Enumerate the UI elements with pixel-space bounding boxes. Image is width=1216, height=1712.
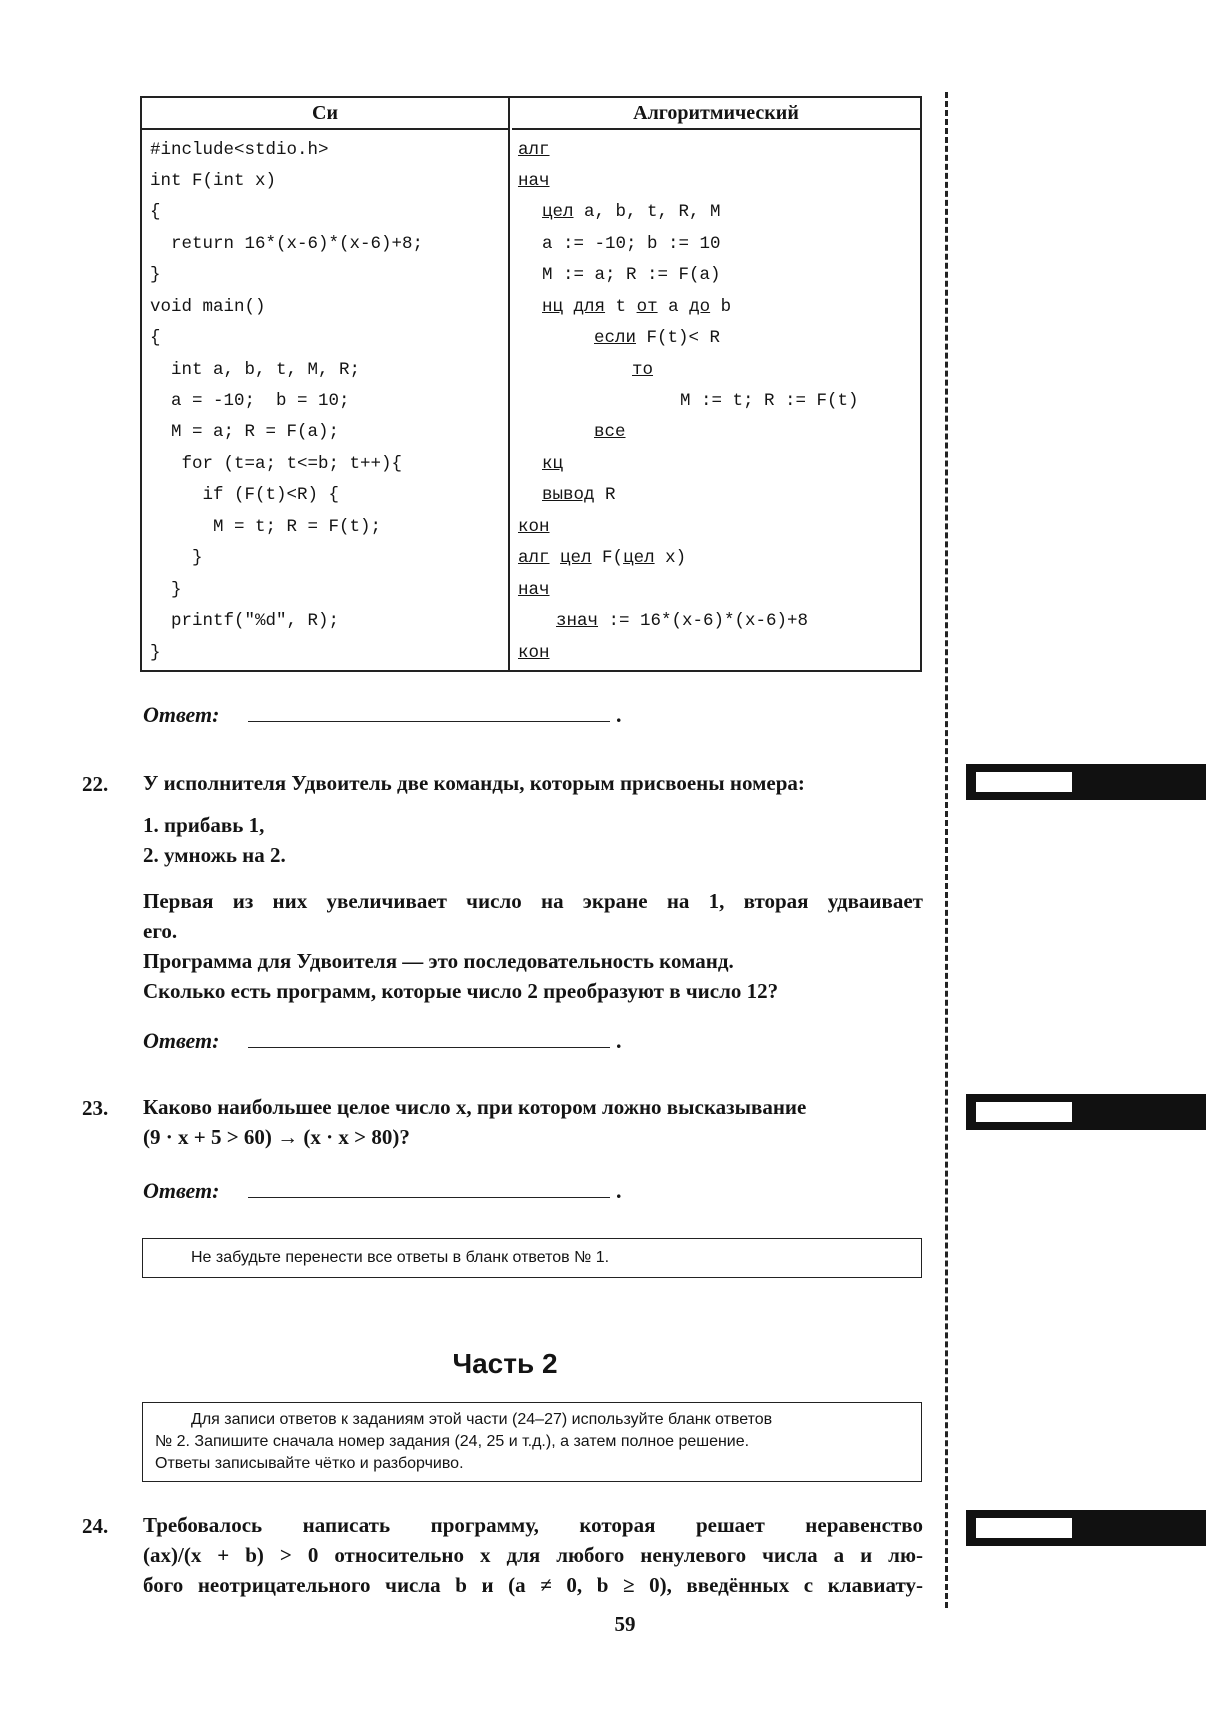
alg-keyword: цел [560,548,592,568]
instructions-box [142,1402,922,1482]
alg-code-line [518,138,550,162]
task-number: 23. [82,1096,109,1120]
c-code-line: { [150,328,161,348]
alg-keyword: кон [518,643,550,663]
answer-field[interactable] [248,1196,610,1198]
alg-code-line [542,483,616,507]
answer-field[interactable] [248,1046,610,1048]
alg-keyword: нц [542,297,564,317]
c-code-line: for (t=a; t<=b; t++){ [150,454,403,474]
answer-label: Ответ: [143,1178,220,1203]
part-title: Часть 2 [452,1348,558,1379]
alg-code-line [518,641,550,665]
answer-dot: . [616,1028,622,1053]
c-code-line: { [150,202,161,222]
alg-code-line: M := t; R := F(t) [680,391,859,411]
task-text: Первая из них увеличивает число на экране на 1, вторая удваивает [143,889,923,913]
command-item: 2. умножь на 2. [143,843,286,867]
alg-text: t [605,297,637,317]
alg-keyword: для [573,297,606,317]
answer-label: Ответ: [143,1028,220,1053]
task-text: Требовалось написать программу, которая решает неравенство [143,1513,923,1537]
c-code-line: printf("%d", R); [150,611,340,631]
alg-text: F( [591,548,624,568]
c-code-line: M = a; R = F(a); [150,422,340,442]
task-number: 22. [82,772,109,796]
alg-column [512,98,920,670]
answer-dot: . [616,1178,622,1203]
score-box [966,764,1206,800]
alg-text: a, b, t, R, M [573,202,721,222]
alg-text: F(t)< R [636,328,721,348]
alg-code-line [518,546,686,570]
command-item: 1. прибавь 1, [143,813,265,837]
alg-keyword: нач [518,171,550,191]
alg-code-line [594,420,626,444]
task-formula: (9 · x + 5 > 60) → (x · x > 80)? [143,1125,410,1149]
c-code-line: M = t; R = F(t); [150,517,382,537]
alg-code-line [518,169,550,193]
task-text: его. [143,919,178,943]
alg-keyword: кц [542,454,564,474]
alg-text: := 16*(x-6)*(x-6)+8 [598,611,809,631]
task-text: У исполнителя Удвоитель две команды, которым присвоены номера: [143,771,805,795]
alg-code-line [542,295,731,319]
notice-text: Ответы записывайте чётко и разборчиво. [155,1455,464,1472]
score-box [966,1510,1206,1546]
alg-code-line: M := a; R := F(a) [542,265,721,285]
alg-keyword: кон [518,517,550,537]
score-box [966,1094,1206,1130]
alg-keyword: до [689,297,711,317]
alg-code-line [632,358,653,382]
task-text: Каково наибольшее целое число x, при котором ложно высказывание [143,1095,807,1119]
alg-code-line [518,578,550,602]
answer-label: Ответ: [143,702,220,727]
alg-keyword: знач [556,611,599,631]
task-text: бого неотрицательного числа b и (a ≠ 0, b ≥ 0), введённых с клавиату- [143,1573,923,1597]
c-code-line: int a, b, t, M, R; [150,360,361,380]
task-number: 24. [82,1514,109,1538]
alg-keyword: алг [518,548,550,568]
c-code-line: #include<stdio.h> [150,140,329,160]
task-text: Программа для Удвоителя — это последовательность команд. [143,949,734,973]
c-code-line: int F(int x) [150,171,277,191]
alg-code-line [542,200,721,224]
score-field[interactable] [976,1102,1072,1122]
alg-code-line [556,609,808,633]
answer-dot: . [616,702,622,727]
code-table [140,96,922,672]
alg-header: Алгоритмический [512,98,920,130]
c-code-line: a = -10; b = 10; [150,391,350,411]
alg-code-line: a := -10; b := 10 [542,234,721,254]
notice-text: № 2. Запишите сначала номер задания (24, 25 и т.д.), а затем полное решение. [155,1433,750,1450]
page-number: 59 [614,1612,636,1636]
task-text: Сколько есть программ, которые число 2 преобразуют в число 12? [143,979,779,1003]
alg-keyword: цел [623,548,655,568]
c-code-line: } [150,580,182,600]
alg-keyword: от [636,297,658,317]
notice-text: Не забудьте перенести все ответы в бланк ответов № 1. [191,1249,610,1266]
alg-keyword: цел [542,202,574,222]
notice-text: Для записи ответов к заданиям этой части (24–27) используйте бланк ответов [191,1411,773,1428]
alg-text: x) [654,548,687,568]
alg-keyword: вывод [542,485,595,505]
c-code-line: } [150,265,161,285]
alg-text: R [594,485,616,505]
answer-field[interactable] [248,720,610,722]
c-code-line: } [150,548,203,568]
c-column [142,98,510,670]
c-code-line: return 16*(x-6)*(x-6)+8; [150,234,424,254]
notice-box [142,1238,922,1278]
c-code-line: if (F(t)<R) { [150,485,340,505]
alg-code-line [542,452,563,476]
cut-line [945,92,948,1608]
score-field[interactable] [976,1518,1072,1538]
alg-keyword: то [632,360,654,380]
alg-keyword: все [594,422,626,442]
alg-keyword: алг [518,140,550,160]
alg-keyword: если [594,328,637,348]
alg-keyword: нач [518,580,550,600]
alg-text: b [710,297,732,317]
c-code-line: void main() [150,297,266,317]
alg-code-line [518,515,550,539]
task-text: (ax)/(x + b) > 0 относительно x для любого ненулевого числа a и лю- [143,1543,923,1567]
alg-text: a [657,297,690,317]
c-header: Си [142,98,508,130]
alg-code-line [594,326,720,350]
score-field[interactable] [976,772,1072,792]
c-code-line: } [150,643,161,663]
